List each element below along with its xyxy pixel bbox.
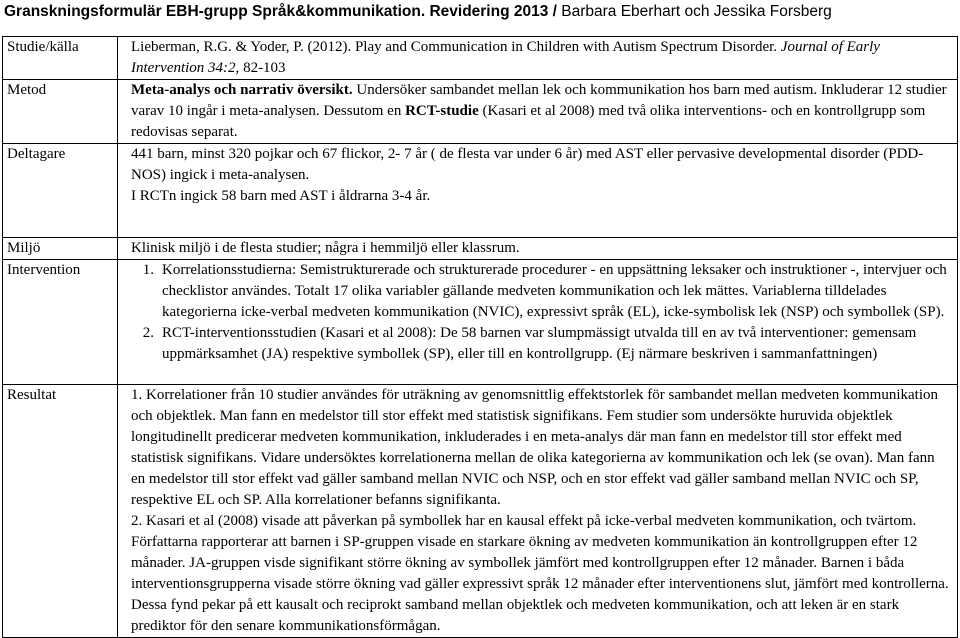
label-studie: Studie/källa (3, 37, 118, 80)
intervention-list (118, 260, 951, 365)
content-metod (118, 80, 958, 144)
studie-journal: Journal of Early Intervention 34:2, (131, 39, 880, 76)
label-metod: Metod (3, 80, 118, 144)
item-text: Korrelationsstudierna: Semistrukturerade och strukturerade procedurer - en uppsättning leksaker och instruktioner -, intervjuer och checklistor användes. Totalt 17 olika variabler gällande medveten kommunikation och lek mättes. Variablerna tilldelades kategorierna icke-verbal medveten kommunikation (NVIC), expressivt språk (EL), icke-symbolisk lek (NSP) och symbollek (SP). (162, 262, 947, 320)
resultat-para2: 2. Kasari et al (2008) visade att påverkan på symbollek har en kausal effekt på icke-verbal medveten kommunikation, och tvärtom. Författarna rapporterar att barnen i SP-gruppen visade en starkare ökning av medveten kommunikation än kontrollgruppen efter 12 månader. JA-gruppen visde signifikant större ökning av symbollek jämfört med kontrollgruppen efter 12 månader. Barnen i båda interventionsgrupperna visade större ökning vad gäller expressivt språk 12 månader efter interventionens slut, jämfört med kontrollerna. Dessa fynd pekar på ett kausalt och reciprokt samband mellan objektlek och medveten kommunikation, och att leken är en stark prediktor för den senare kommunikationsförmågan. (131, 513, 949, 634)
intervention-spacer (118, 365, 951, 384)
row-metod (3, 80, 958, 144)
metod-text1: Undersöker sambandet mellan lek och kommunikation hos barn med autism. Inkluderar 12 studier varav 10 ingår i meta-analysen. Dessutom en (131, 82, 947, 119)
label-miljo: Miljö (3, 238, 118, 260)
item-number: 1. (142, 262, 154, 278)
row-studie (3, 37, 958, 80)
content-intervention (118, 260, 958, 385)
content-resultat (118, 385, 958, 638)
title-authors: Barbara Eberhart och Jessika Forsberg (561, 3, 832, 20)
deltagare-spacer (131, 207, 951, 226)
list-item (118, 260, 951, 323)
content-studie (118, 37, 958, 80)
document-title (0, 0, 960, 22)
row-resultat (3, 385, 958, 638)
title-bold: Granskningsformulär EBH-grupp Språk&kommunikation. Revidering 2013 / (4, 3, 557, 20)
resultat-para1: 1. Korrelationer från 10 studier användes för uträkning av genomsnittlig effektstorlek för sambandet mellan medveten kommunikation och objektlek. Man fann en medelstor till stor effekt med statistisk signifikans. Fem studier som undersökte huruvida objektlek longitudinellt predicerar medveten kommunikation, inkluderades i en meta-analys där man fann en medelstor till stor effekt med statistisk signifikans. Vidare undersöktes korrelationerna mellan de olika kategorierna av kommunikation och lek (se ovan). Man fann en medelstor till stor effekt vad gäller samband mellan NVIC och NSP, och en stor effekt vad gäller samband mellan NVIC och SP, respektive EL och SP. Alla korrelationer befanns signifikanta. (131, 387, 938, 508)
list-item (118, 323, 951, 365)
label-resultat: Resultat (3, 385, 118, 638)
metod-design: Meta-analys och narrativ översikt. (131, 82, 353, 98)
item-text: RCT-interventionsstudien (Kasari et al 2008): De 58 barnen var slumpmässigt utvalda till en av två interventioner: gemensam uppmärksamhet (JA) respektive symbollek (SP), eller till en kontrollgrupp. (Ej närmare beskriven i sammanfattningen) (162, 325, 917, 362)
metod-text2: (Kasari et al 2008) med två olika interventions- och en kontrollgrupp som redovisas separat. (131, 103, 926, 140)
row-intervention (3, 260, 958, 385)
metod-rct: RCT-studie (405, 103, 479, 119)
deltagare-line2: I RCTn ingick 58 barn med AST i åldrarna 3-4 år. (131, 188, 431, 204)
label-intervention: Intervention (3, 260, 118, 385)
deltagare-line1: 441 barn, minst 320 pojkar och 67 flickor, 2- 7 år ( de flesta var under 6 år) med AST eller pervasive developmental disorder (PDD-NOS) ingick i meta-analysen. (131, 146, 924, 183)
studie-pages: 82-103 (243, 60, 286, 76)
content-deltagare (118, 144, 958, 238)
label-deltagare: Deltagare (3, 144, 118, 238)
content-miljo: Klinisk miljö i de flesta studier; några i hemmiljö eller klassrum. (118, 238, 958, 260)
row-deltagare (3, 144, 958, 238)
studie-authors: Lieberman, R.G. & Yoder, P. (2012). Play and Communication in Children with Autism Spectrum Disorder. (131, 39, 778, 55)
row-miljo (3, 238, 958, 260)
item-number: 2. (142, 325, 154, 341)
review-table (2, 36, 958, 638)
